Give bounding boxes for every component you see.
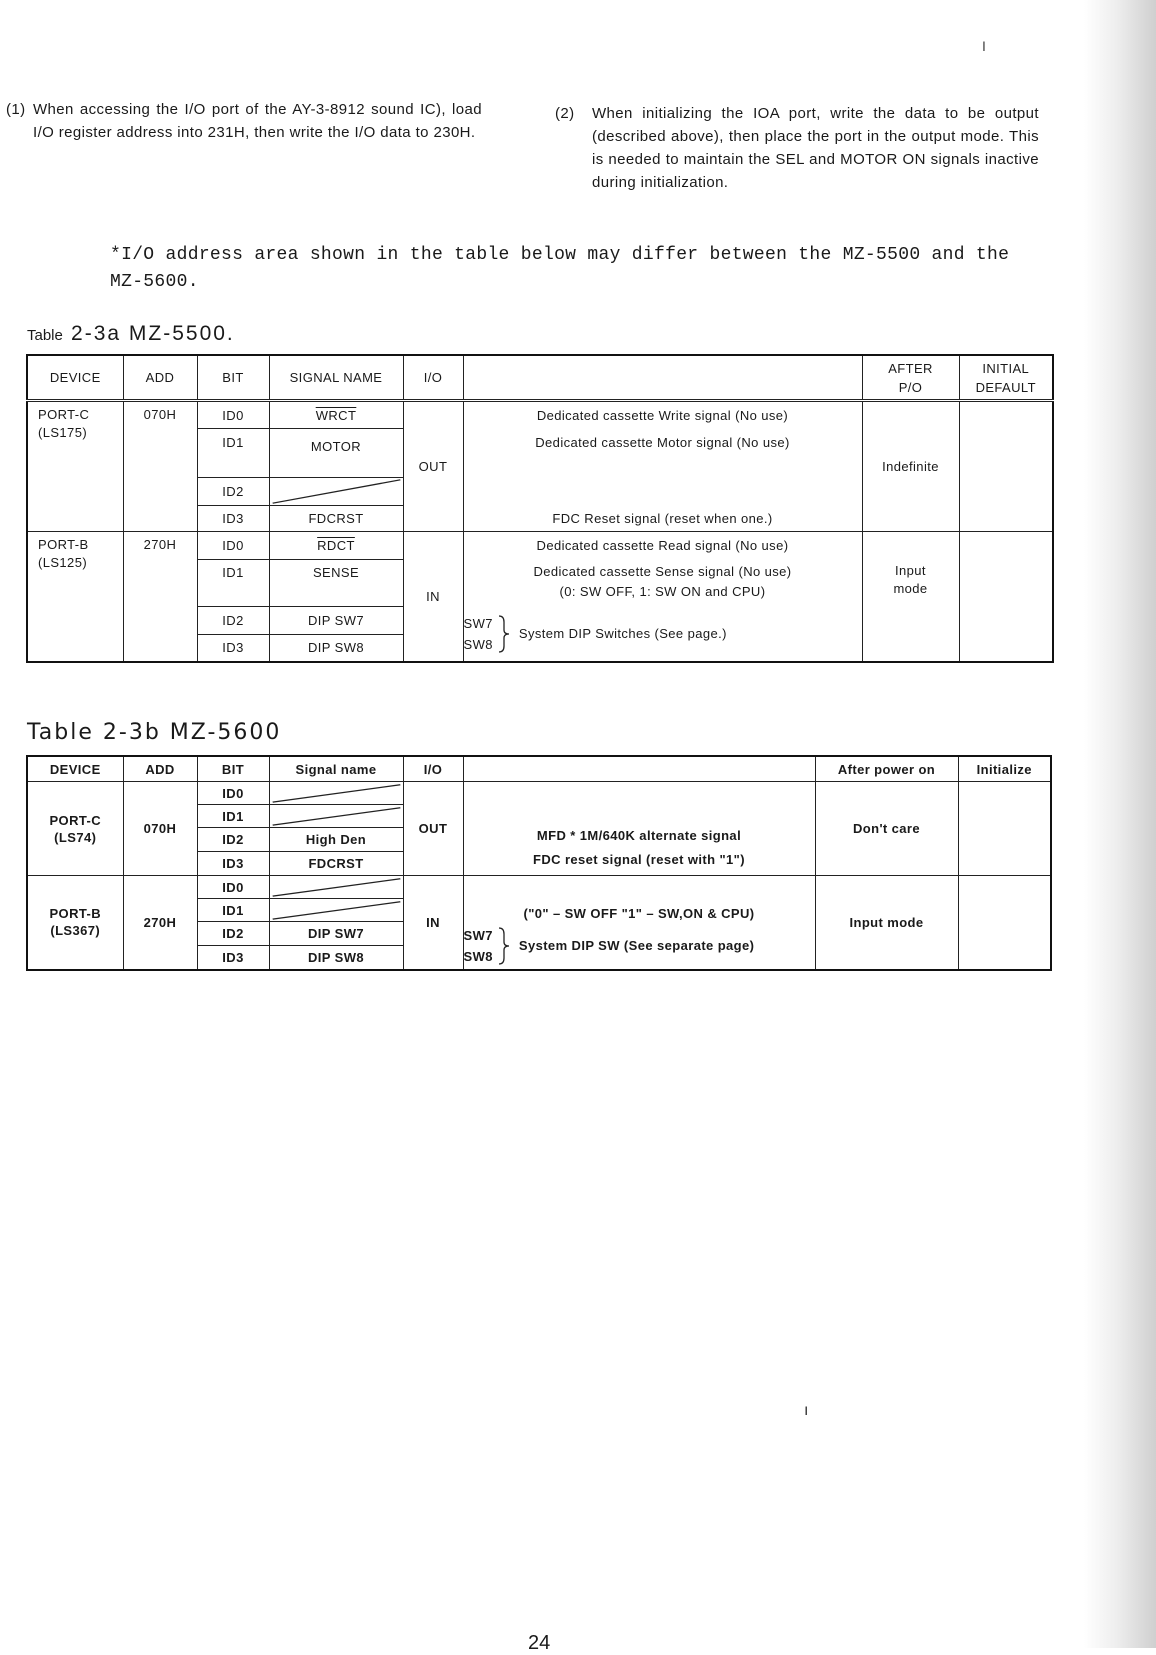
signal-sense: SENSE — [269, 560, 403, 607]
sw7-label: SW7 — [463, 615, 493, 631]
signal-unused-slash — [269, 876, 403, 899]
signal-fdcrst: FDCRST — [269, 506, 403, 532]
sw-description: System DIP SW (See separate page) — [518, 938, 755, 953]
header-bit: BIT — [197, 355, 269, 401]
desc-port-b — [463, 876, 815, 970]
after-dont-care: Don't care — [815, 782, 958, 876]
bit-id0: ID0 — [197, 401, 269, 429]
header-initialize: Initialize — [958, 756, 1051, 782]
sw8-label: SW8 — [463, 948, 493, 964]
desc-motor-signal: Dedicated cassette Motor signal (No use) — [463, 429, 862, 478]
table-a-header-row — [27, 355, 1053, 401]
header-signal-name: SIGNAL NAME — [269, 355, 403, 401]
initial-default-empty — [959, 401, 1053, 532]
signal-dip-sw8: DIP SW8 — [269, 635, 403, 662]
signal-unused-slash — [269, 782, 403, 805]
signal-dip-sw7: DIP SW7 — [269, 607, 403, 635]
header-add: ADD — [123, 355, 197, 401]
page-edge-shadow — [1084, 0, 1156, 1648]
header-device: DEVICE — [27, 355, 123, 401]
table-row — [27, 532, 1053, 560]
io-in: IN — [403, 876, 463, 970]
desc-sense-line-1: Dedicated cassette Sense signal (No use) — [533, 563, 792, 579]
signal-unused-slash — [269, 899, 403, 922]
note-1-number: (1) — [6, 101, 26, 118]
initial-default-empty — [959, 532, 1053, 662]
header-io: I/O — [403, 355, 463, 401]
signal-fdcrst: FDCRST — [269, 852, 403, 876]
signal-wrct: WRCT — [269, 401, 403, 429]
page-number: 24 — [528, 1632, 551, 1654]
header-after-power-on: After power on — [815, 756, 958, 782]
header-initial-default: INITIAL DEFAULT — [959, 355, 1053, 401]
note-1 — [6, 98, 482, 144]
desc-sense-signal — [463, 560, 862, 607]
bit-id2: ID2 — [197, 478, 269, 506]
header-description — [463, 756, 815, 782]
table-a-caption-prefix: Table — [27, 327, 63, 344]
desc-fdc-reset: FDC Reset signal (reset when one.) — [463, 506, 862, 532]
signal-motor: MOTOR — [269, 429, 403, 478]
io-out: OUT — [403, 782, 463, 876]
desc-dip-switches — [463, 607, 862, 662]
desc-read-signal: Dedicated cassette Read signal (No use) — [463, 532, 862, 560]
signal-dip-sw8: DIP SW8 — [269, 946, 403, 970]
table-b-header-row — [27, 756, 1051, 782]
header-bit: BIT — [197, 756, 269, 782]
right-brace-icon — [497, 614, 511, 654]
after-indefinite: Indefinite — [862, 401, 959, 532]
after-input-mode: Input mode — [815, 876, 958, 970]
bit-id0: ID0 — [197, 532, 269, 560]
header-device: DEVICE — [27, 756, 123, 782]
desc-sw-on-off: ("0" – SW OFF "1" – SW,ON & CPU) — [523, 905, 755, 921]
table-row — [27, 401, 1053, 429]
signal-high-den: High Den — [269, 828, 403, 852]
header-signal-name: Signal name — [269, 756, 403, 782]
sw8-label: SW8 — [463, 636, 493, 652]
note-2 — [555, 102, 1039, 194]
desc-fdc-reset: FDC reset signal (reset with "1") — [533, 852, 745, 867]
address-area-note: *I/O address area shown in the table below may differ between the MZ-5500 and the MZ-5600. — [110, 245, 1010, 292]
bit-id3: ID3 — [197, 635, 269, 662]
desc-mfd-alternate: MFD * 1M/640K alternate signal — [536, 828, 742, 843]
signal-dip-sw7: DIP SW7 — [269, 922, 403, 946]
bit-id0: ID0 — [197, 876, 269, 899]
sw7-label: SW7 — [463, 927, 493, 943]
corner-mark: I — [982, 38, 986, 54]
desc-sense-line-2: (0: SW OFF, 1: SW ON and CPU) — [559, 583, 766, 599]
signal-unused-slash — [269, 805, 403, 828]
table-row — [27, 876, 1051, 899]
bit-id1: ID1 — [197, 899, 269, 922]
io-in: IN — [403, 532, 463, 662]
diagonal-slash-icon — [270, 478, 403, 505]
header-after-po: AFTER P/O — [862, 355, 959, 401]
bit-id1: ID1 — [197, 560, 269, 607]
add-270h: 270H — [123, 876, 197, 970]
diagonal-slash-icon — [270, 782, 403, 804]
desc-port-c — [463, 782, 815, 876]
bit-id2: ID2 — [197, 607, 269, 635]
add-270h: 270H — [123, 532, 197, 662]
stray-mark: ı — [804, 1402, 809, 1419]
table-b-caption: Table 2-3b MZ-5600 — [27, 720, 282, 745]
table-a-caption — [27, 322, 235, 346]
desc-empty — [463, 478, 862, 506]
signal-unused-slash — [269, 478, 403, 506]
bit-id2: ID2 — [197, 828, 269, 852]
add-070h: 070H — [123, 782, 197, 876]
header-io: I/O — [403, 756, 463, 782]
note-1-text: When accessing the I/O port of the AY-3-8912 sound IC), load I/O register address into 231H, then write the I/O data to 230H. — [33, 101, 482, 141]
header-description — [463, 355, 862, 401]
bit-id3: ID3 — [197, 506, 269, 532]
device-port-b: PORT-B (LS125) — [27, 532, 123, 662]
bit-id3: ID3 — [197, 852, 269, 876]
note-2-text: When initializing the IOA port, write the data to be output (described above), then place the port in the output mode. This is needed to maintain the SEL and MOTOR ON signals inactive during initialization. — [592, 105, 1039, 191]
device-port-b: PORT-B (LS367) — [27, 876, 123, 970]
device-port-c: PORT-C (LS74) — [27, 782, 123, 876]
io-out: OUT — [403, 401, 463, 532]
add-070h: 070H — [123, 401, 197, 532]
right-brace-icon — [497, 926, 511, 966]
table-mz5500 — [26, 354, 1054, 663]
sw-description: System DIP Switches (See page.) — [518, 626, 727, 641]
bit-id1: ID1 — [197, 429, 269, 478]
table-a-caption-title: 2-3a MZ-5500. — [71, 322, 235, 345]
header-add: ADD — [123, 756, 197, 782]
note-2-number: (2) — [555, 105, 575, 122]
diagonal-slash-icon — [270, 876, 403, 898]
bit-id0: ID0 — [197, 782, 269, 805]
diagonal-slash-icon — [270, 899, 403, 921]
after-input-mode: Input mode — [862, 532, 959, 662]
bit-id3: ID3 — [197, 946, 269, 970]
bit-id2: ID2 — [197, 922, 269, 946]
device-port-c: PORT-C (LS175) — [27, 401, 123, 532]
bit-id1: ID1 — [197, 805, 269, 828]
diagonal-slash-icon — [270, 805, 403, 827]
signal-rdct: RDCT — [269, 532, 403, 560]
initialize-empty — [958, 782, 1051, 876]
initialize-empty — [958, 876, 1051, 970]
desc-write-signal: Dedicated cassette Write signal (No use) — [463, 401, 862, 429]
table-row — [27, 782, 1051, 805]
table-mz5600 — [26, 755, 1052, 971]
